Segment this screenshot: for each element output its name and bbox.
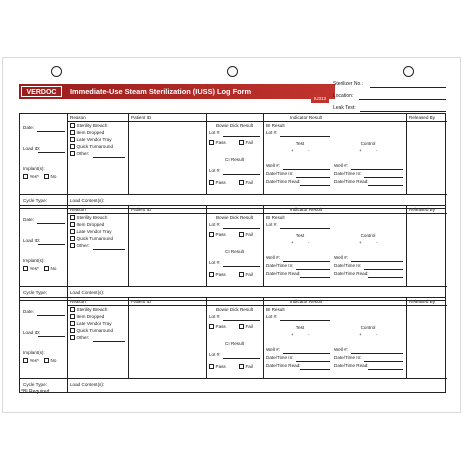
test-date-time-read-field[interactable] xyxy=(300,277,330,278)
reason-item-dropped[interactable]: Item Dropped xyxy=(70,314,104,320)
test-plus-option[interactable]: + xyxy=(291,240,294,245)
reason-sterility-breach[interactable]: Sterility Breach xyxy=(70,215,107,221)
sterilizer-no-label: Sterilizer No.: xyxy=(333,81,364,87)
ci-lot-field[interactable] xyxy=(223,266,260,267)
sterilizer-no-field[interactable] xyxy=(370,87,446,88)
reason-item-dropped[interactable]: Item Dropped xyxy=(70,222,104,228)
implant-label: Implant(s): xyxy=(23,166,45,171)
ci-pass-checkbox[interactable]: Pass xyxy=(209,272,226,278)
test-date-time-read-label: Date/Time Read: xyxy=(266,179,301,184)
reason-header: Reason xyxy=(70,207,86,212)
patient-id-header: Patient ID xyxy=(131,207,152,212)
reason-other-field[interactable] xyxy=(93,341,125,342)
form-number-badge: IU313 xyxy=(311,95,329,103)
control-header: Control xyxy=(360,141,376,146)
indicator-result-header: Indicator Result xyxy=(290,115,322,120)
control-well-field[interactable] xyxy=(351,169,403,170)
test-header: Test xyxy=(295,325,305,330)
ci-fail-checkbox[interactable]: Fail xyxy=(239,180,253,186)
test-date-time-in-label: Date/Time In: xyxy=(266,355,294,360)
test-well-field[interactable] xyxy=(283,169,330,170)
test-date-time-in-field[interactable] xyxy=(296,361,330,362)
control-minus-option[interactable]: - xyxy=(376,148,378,153)
bi-result-header: BI Result xyxy=(266,123,285,128)
load-contents-label: Load Content(s): xyxy=(70,290,105,295)
load-id-field[interactable] xyxy=(38,336,65,337)
punch-hole-left xyxy=(51,66,62,77)
control-date-time-in-field[interactable] xyxy=(364,177,403,178)
control-well-label: Well #: xyxy=(334,347,348,352)
control-plus-option[interactable]: + xyxy=(359,240,362,245)
load-id-label: Load ID: xyxy=(23,238,41,243)
control-date-time-in-label: Date/Time In: xyxy=(334,171,362,176)
test-well-field[interactable] xyxy=(283,353,330,354)
date-label: Date: xyxy=(23,309,34,314)
reason-other-field[interactable] xyxy=(93,249,125,250)
bi-lot-label: Lot #: xyxy=(266,314,278,319)
bowie-dick-lot-field[interactable] xyxy=(223,136,260,137)
test-well-label: Well #: xyxy=(266,163,280,168)
control-date-time-in-label: Date/Time In: xyxy=(334,355,362,360)
ci-lot-label: Lot #: xyxy=(209,260,221,265)
bowie-dick-lot-label: Lot #: xyxy=(209,130,221,135)
form-title: Immediate-Use Steam Sterilization (IUSS) Log Form xyxy=(70,87,252,96)
ci-lot-label: Lot #: xyxy=(209,168,221,173)
bowie-dick-lot-label: Lot #: xyxy=(209,314,221,319)
cycle-type-label: Cycle Type: xyxy=(23,382,47,387)
control-plus-option[interactable]: + xyxy=(359,332,362,337)
date-label: Date: xyxy=(23,217,34,222)
location-label: Location: xyxy=(333,93,354,99)
control-date-time-read-field[interactable] xyxy=(368,185,403,186)
control-date-time-in-field[interactable] xyxy=(364,269,403,270)
date-label: Date: xyxy=(23,125,34,130)
test-header: Test xyxy=(295,233,305,238)
ci-lot-label: Lot #: xyxy=(209,352,221,357)
ci-lot-field[interactable] xyxy=(223,174,260,175)
test-minus-option[interactable]: - xyxy=(308,332,310,337)
implant-label: Implant(s): xyxy=(23,258,45,263)
control-header: Control xyxy=(360,325,376,330)
bi-lot-field[interactable] xyxy=(280,320,330,321)
bi-result-header: BI Result xyxy=(266,215,285,220)
test-date-time-in-label: Date/Time In: xyxy=(266,263,294,268)
load-id-label: Load ID: xyxy=(23,146,41,151)
test-date-time-read-label: Date/Time Read: xyxy=(266,363,301,368)
bowie-dick-pass-checkbox[interactable]: Pass xyxy=(209,232,226,238)
reason-other[interactable]: Other: xyxy=(70,335,89,341)
ci-fail-checkbox[interactable]: Fail xyxy=(239,364,253,370)
released-by-header: Released By xyxy=(409,299,436,304)
date-field[interactable] xyxy=(37,131,65,132)
ci-pass-checkbox[interactable]: Pass xyxy=(209,180,226,186)
bowie-dick-lot-label: Lot #: xyxy=(209,222,221,227)
cycle-type-label: Cycle Type: xyxy=(23,290,47,295)
control-date-time-in-label: Date/Time In: xyxy=(334,263,362,268)
load-id-field[interactable] xyxy=(38,152,65,153)
test-well-label: Well #: xyxy=(266,347,280,352)
test-date-time-in-label: Date/Time In: xyxy=(266,171,294,176)
implant-no-checkbox[interactable]: No xyxy=(44,266,56,272)
control-plus-option[interactable]: + xyxy=(359,148,362,153)
bowie-dick-lot-field[interactable] xyxy=(223,228,260,229)
test-date-time-in-field[interactable] xyxy=(296,269,330,270)
patient-id-header: Patient ID xyxy=(131,299,152,304)
log-entry-2 xyxy=(19,205,446,301)
bowie-dick-header: Bowie Dick Result xyxy=(215,307,254,312)
bi-lot-field[interactable] xyxy=(280,136,330,137)
verdoc-logo: VERDOC xyxy=(21,86,62,97)
bowie-dick-header: Bowie Dick Result xyxy=(215,123,254,128)
test-date-time-read-field[interactable] xyxy=(300,185,330,186)
bi-lot-field[interactable] xyxy=(280,228,330,229)
bi-result-header: BI Result xyxy=(266,307,285,312)
bowie-dick-fail-checkbox[interactable]: Fail xyxy=(239,324,253,330)
bowie-dick-pass-checkbox[interactable]: Pass xyxy=(209,324,226,330)
control-header: Control xyxy=(360,233,376,238)
test-header: Test xyxy=(295,141,305,146)
indicator-result-header: Indicator Result xyxy=(290,299,322,304)
ci-lot-field[interactable] xyxy=(223,358,260,359)
control-date-time-read-label: Date/Time Read: xyxy=(334,271,369,276)
patient-id-header: Patient ID xyxy=(131,115,152,120)
bowie-dick-fail-checkbox[interactable]: Fail xyxy=(239,140,253,146)
control-date-time-read-field[interactable] xyxy=(368,277,403,278)
reason-sterility-breach[interactable]: Sterility Breach xyxy=(70,307,107,313)
ci-result-header: CI Result xyxy=(225,157,244,162)
footnote-bi-required: *BI Required xyxy=(21,389,50,395)
reason-other[interactable]: Other: xyxy=(70,151,89,157)
implant-yes-checkbox[interactable]: Yes* xyxy=(23,174,39,180)
reason-other[interactable]: Other: xyxy=(70,243,89,249)
reason-quick-turnaround[interactable]: Quick Turnaround xyxy=(70,236,113,242)
date-field[interactable] xyxy=(37,315,65,316)
reason-sterility-breach[interactable]: Sterility Breach xyxy=(70,123,107,129)
ci-result-header: CI Result xyxy=(225,341,244,346)
punch-hole-center xyxy=(227,66,238,77)
location-field[interactable] xyxy=(359,99,446,100)
load-contents-label: Load Content(s): xyxy=(70,198,105,203)
control-well-field[interactable] xyxy=(351,353,403,354)
control-date-time-in-field[interactable] xyxy=(364,361,403,362)
ci-pass-checkbox[interactable]: Pass xyxy=(209,364,226,370)
implant-yes-checkbox[interactable]: Yes* xyxy=(23,266,39,272)
load-contents-label: Load Content(s): xyxy=(70,382,105,387)
test-plus-option[interactable]: + xyxy=(291,332,294,337)
control-date-time-read-label: Date/Time Read: xyxy=(334,179,369,184)
test-well-label: Well #: xyxy=(266,255,280,260)
leak-test-field[interactable] xyxy=(360,111,446,112)
released-by-header: Released By xyxy=(409,207,436,212)
control-minus-option[interactable]: - xyxy=(376,332,378,337)
log-entry-3 xyxy=(19,297,446,393)
bowie-dick-pass-checkbox[interactable]: Pass xyxy=(209,140,226,146)
control-date-time-read-label: Date/Time Read: xyxy=(334,363,369,368)
test-well-field[interactable] xyxy=(283,261,330,262)
test-minus-option[interactable]: - xyxy=(308,240,310,245)
control-well-label: Well #: xyxy=(334,255,348,260)
bi-lot-label: Lot #: xyxy=(266,222,278,227)
ci-result-header: CI Result xyxy=(225,249,244,254)
cycle-type-label: Cycle Type: xyxy=(23,198,47,203)
reason-header: Reason xyxy=(70,299,86,304)
leak-test-label: Leak Test: xyxy=(333,105,356,111)
reason-quick-turnaround[interactable]: Quick Turnaround xyxy=(70,144,113,150)
bi-lot-label: Lot #: xyxy=(266,130,278,135)
implant-yes-checkbox[interactable]: Yes* xyxy=(23,358,39,364)
ci-fail-checkbox[interactable]: Fail xyxy=(239,272,253,278)
test-date-time-read-field[interactable] xyxy=(300,369,330,370)
control-date-time-read-field[interactable] xyxy=(368,369,403,370)
load-id-field[interactable] xyxy=(38,244,65,245)
load-id-label: Load ID: xyxy=(23,330,41,335)
reason-late-vendor-tray[interactable]: Late Vendor Tray xyxy=(70,137,112,143)
reason-item-dropped[interactable]: Item Dropped xyxy=(70,130,104,136)
control-minus-option[interactable]: - xyxy=(376,240,378,245)
implant-label: Implant(s): xyxy=(23,350,45,355)
implant-no-checkbox[interactable]: No xyxy=(44,174,56,180)
indicator-result-header: Indicator Result xyxy=(290,207,322,212)
date-field[interactable] xyxy=(37,223,65,224)
control-well-label: Well #: xyxy=(334,163,348,168)
reason-late-vendor-tray[interactable]: Late Vendor Tray xyxy=(70,229,112,235)
reason-header: Reason xyxy=(70,115,86,120)
control-well-field[interactable] xyxy=(351,261,403,262)
test-date-time-read-label: Date/Time Read: xyxy=(266,271,301,276)
implant-no-checkbox[interactable]: No xyxy=(44,358,56,364)
log-entry-1 xyxy=(19,113,446,209)
test-date-time-in-field[interactable] xyxy=(296,177,330,178)
bowie-dick-lot-field[interactable] xyxy=(223,320,260,321)
bowie-dick-header: Bowie Dick Result xyxy=(215,215,254,220)
punch-hole-right xyxy=(403,66,414,77)
bowie-dick-fail-checkbox[interactable]: Fail xyxy=(239,232,253,238)
test-minus-option[interactable]: - xyxy=(308,148,310,153)
released-by-header: Released By xyxy=(409,115,436,120)
test-plus-option[interactable]: + xyxy=(291,148,294,153)
reason-quick-turnaround[interactable]: Quick Turnaround xyxy=(70,328,113,334)
reason-other-field[interactable] xyxy=(93,157,125,158)
reason-late-vendor-tray[interactable]: Late Vendor Tray xyxy=(70,321,112,327)
